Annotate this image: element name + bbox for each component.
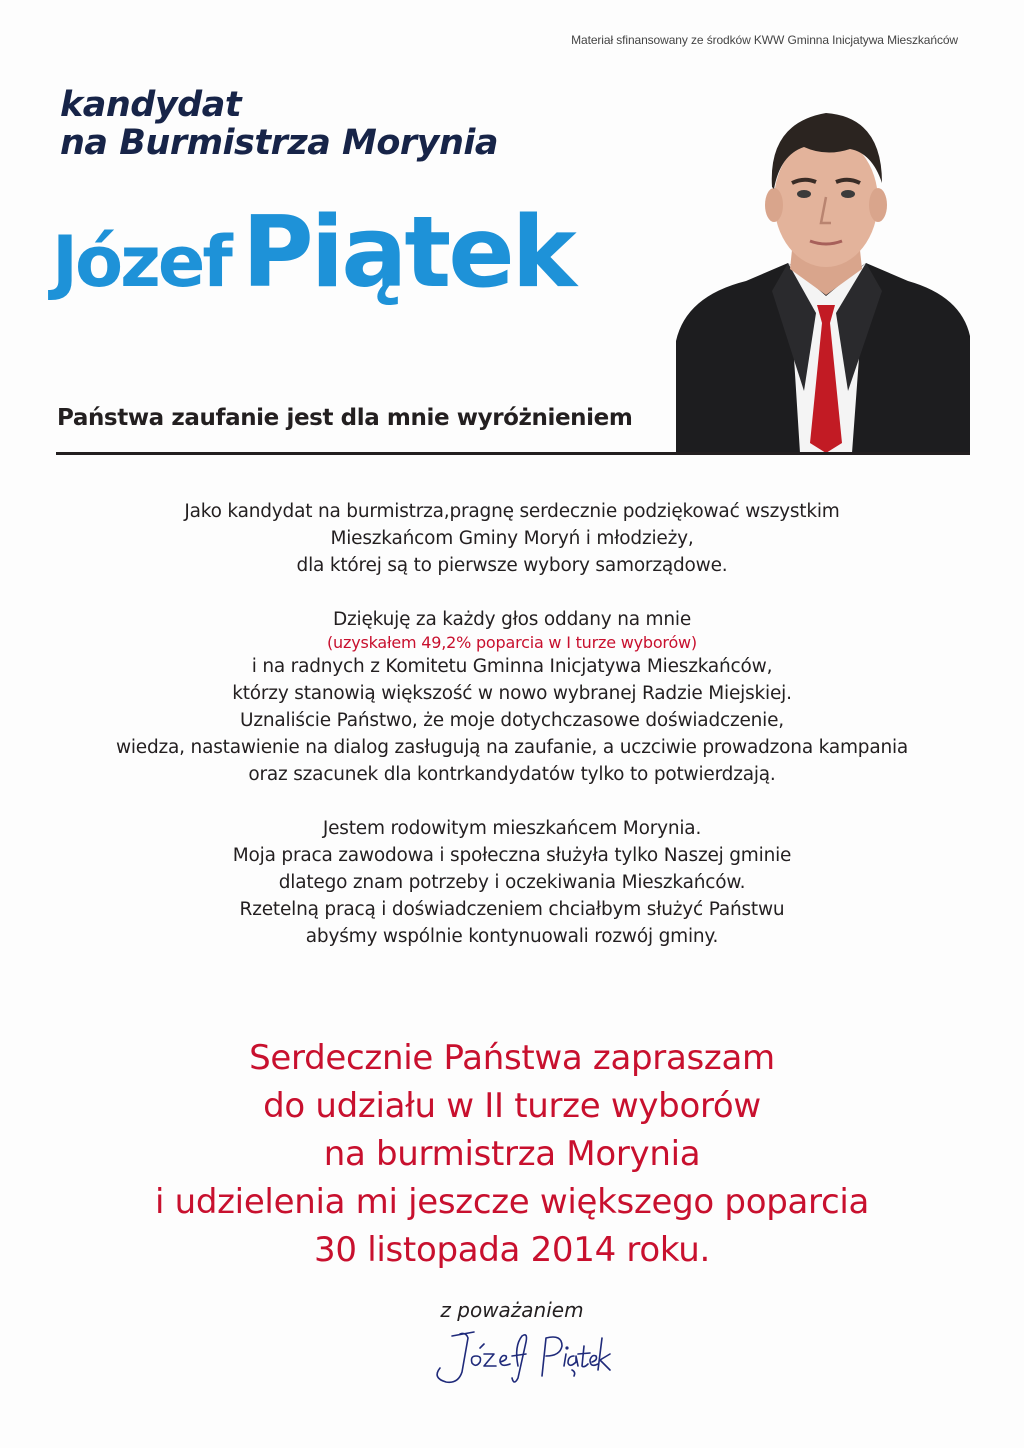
paragraph-line: Jestem rodowitym mieszkańcem Morynia. bbox=[322, 818, 702, 839]
header-divider bbox=[56, 452, 970, 455]
paragraph-line: Dziękuję za każdy głos oddany na mnie bbox=[332, 609, 692, 630]
candidate-heading-line2: na Burmistrza Morynia bbox=[60, 123, 499, 163]
invitation-line: i udzielenia mi jeszcze większego poparcia bbox=[154, 1182, 870, 1222]
vote-result-highlight: (uzyskałem 49,2% poparcia w I turze wyborów) bbox=[327, 633, 697, 652]
candidate-heading-line1: kandydat bbox=[60, 85, 242, 125]
candidate-first-name: Józef bbox=[52, 221, 230, 303]
paragraph-line: abyśmy wspólnie kontynuowali rozwój gminy. bbox=[305, 926, 719, 947]
handwritten-signature bbox=[422, 1326, 612, 1388]
candidate-name bbox=[52, 196, 574, 310]
closing-regards: z poważaniem bbox=[440, 1298, 584, 1322]
paragraph-line: Jako kandydat na burmistrza,pragnę serdecznie podziękować wszystkim bbox=[184, 501, 840, 522]
paragraph-about bbox=[0, 815, 1024, 950]
paragraph-line: Moja praca zawodowa i społeczna służyła tylko Naszej gminie bbox=[232, 845, 792, 866]
candidate-portrait bbox=[676, 91, 970, 453]
funding-note: Materiał sfinansowany ze środków KWW Gminna Inicjatywa Mieszkańców bbox=[571, 33, 958, 47]
paragraph-thanks bbox=[0, 498, 1024, 579]
paragraph-line: którzy stanowią większość w nowo wybranej Radzie Miejskiej. bbox=[232, 683, 792, 704]
paragraph-line: Mieszkańcom Gminy Moryń i młodzieży, bbox=[330, 528, 694, 549]
paragraph-votes bbox=[0, 606, 1024, 788]
invitation-line: 30 listopada 2014 roku. bbox=[314, 1230, 710, 1270]
paragraph-line: dla której są to pierwsze wybory samorządowe. bbox=[296, 555, 728, 576]
candidate-heading bbox=[60, 86, 498, 162]
candidate-last-name: Piątek bbox=[241, 196, 574, 310]
paragraph-line: wiedza, nastawienie na dialog zasługują na zaufanie, a uczciwie prowadzona kampania bbox=[115, 737, 909, 758]
slogan: Państwa zaufanie jest dla mnie wyróżnieniem bbox=[57, 405, 633, 431]
paragraph-line: i na radnych z Komitetu Gminna Inicjatywa Mieszkańców, bbox=[251, 656, 773, 677]
paragraph-line: Rzetelną pracą i doświadczeniem chciałbym służyć Państwu bbox=[239, 899, 785, 920]
invitation-line: na burmistrza Morynia bbox=[323, 1134, 701, 1174]
invitation bbox=[0, 1034, 1024, 1274]
invitation-line: Serdecznie Państwa zapraszam bbox=[249, 1038, 775, 1078]
paragraph-line: oraz szacunek dla kontrkandydatów tylko to potwierdzają. bbox=[248, 764, 776, 785]
invitation-line: do udziału w II turze wyborów bbox=[263, 1086, 761, 1126]
paragraph-line: dlatego znam potrzeby i oczekiwania Mieszkańców. bbox=[278, 872, 746, 893]
paragraph-line: Uznaliście Państwo, że moje dotychczasowe doświadczenie, bbox=[240, 710, 784, 731]
